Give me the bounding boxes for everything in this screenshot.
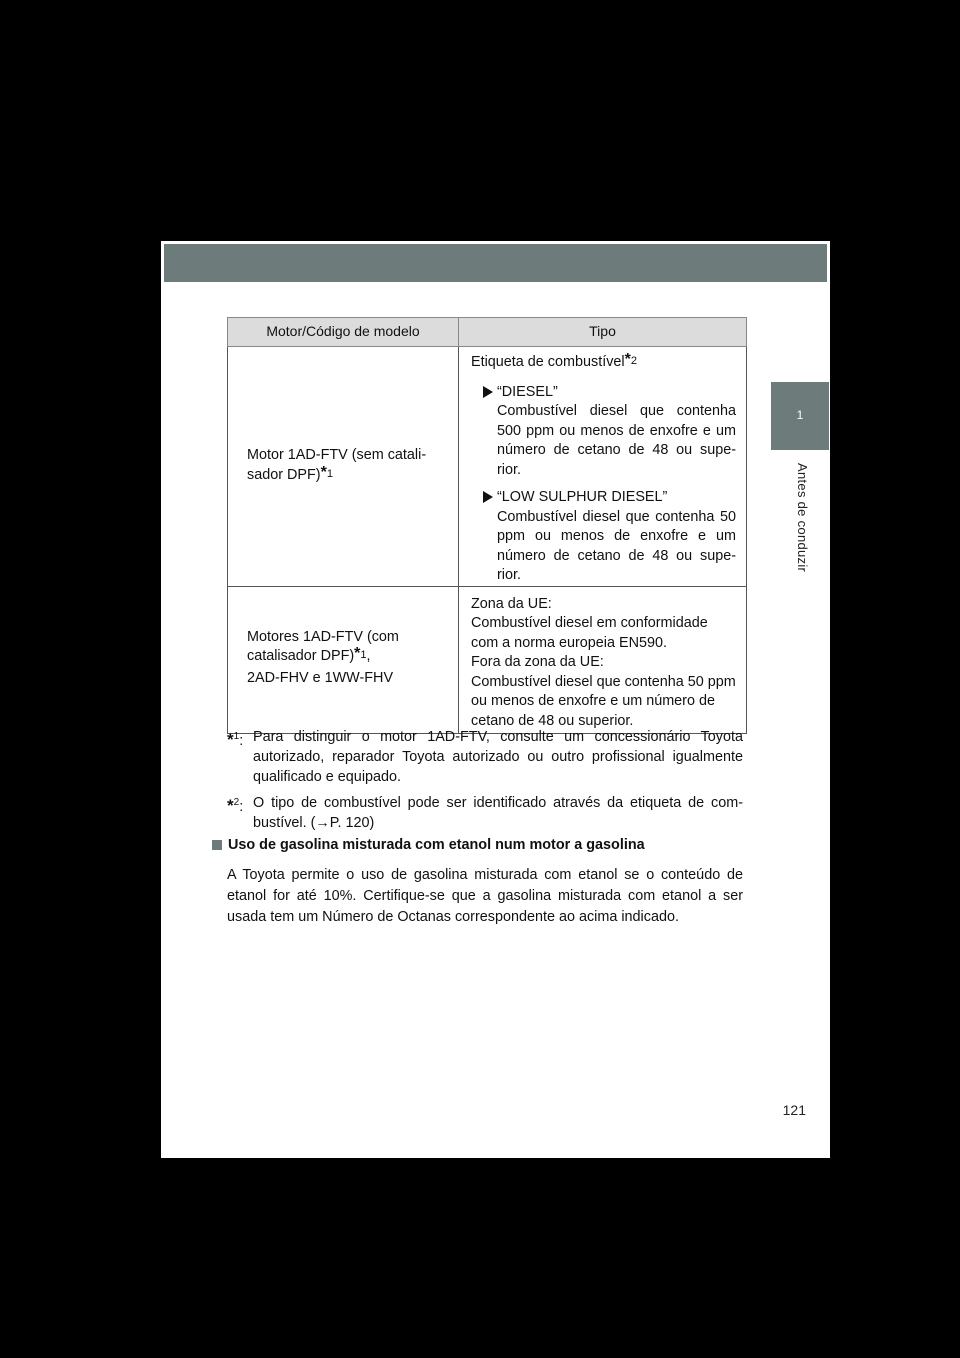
tipo-cell	[459, 347, 747, 587]
chapter-label: Antes de conduzir	[795, 463, 810, 573]
chapter-number: 1	[796, 408, 804, 422]
section-title-text: Uso de gasolina misturada com etanol num motor a gasolina	[228, 837, 645, 853]
fuel-spec-table	[227, 317, 747, 734]
tipo-line: Combustível diesel que contenha 50 ppm ou menos de enxofre e um número de cetano de 48 ou superior.	[471, 673, 736, 729]
footnote	[227, 793, 743, 833]
manual-page	[161, 241, 830, 1158]
tipo-line: Combustível diesel em conformidade com a norma europeia EN590.	[471, 615, 708, 651]
tipo-line: Zona da UE:	[471, 595, 552, 612]
footnote-marker: *$^1$:	[227, 729, 244, 749]
triangle-bullet-icon	[483, 491, 493, 503]
page-number: 121	[782, 1102, 806, 1118]
footnote-marker: *1	[354, 645, 367, 662]
option-item	[471, 383, 736, 481]
footnote-text: Para distinguir o motor 1AD-FTV, consulte um concessionário Toyota autorizado, reparador Toyota autorizado ou outro profissional igualmente qualificado e equipado.	[253, 729, 743, 785]
tipo-cell	[459, 586, 747, 733]
option-name: “DIESEL”	[497, 383, 558, 400]
label-heading: Etiqueta de combustível	[471, 354, 625, 370]
motor-text: Motores 1AD-FTV (com catalisador DPF)	[247, 628, 399, 664]
square-bullet-icon	[212, 840, 222, 850]
motor-text: Motor 1AD-FTV (sem catali-sador DPF)	[247, 447, 427, 483]
footnotes	[227, 727, 743, 839]
table-row	[228, 347, 747, 587]
option-name: “LOW SULPHUR DIESEL”	[497, 489, 668, 505]
section-paragraph: A Toyota permite o uso de gasolina misturada com etanol se o conteúdo de etanol for até 10%. Certifique-se que a gasolina misturada com etanol a ser usada tem um Número de Octanas correspondente ao acima indicado.	[227, 867, 743, 925]
footnote-marker: *$^2$:	[227, 795, 244, 815]
tipo-line: Fora da zona da UE:	[471, 654, 604, 670]
footnote-marker: *1	[320, 463, 333, 481]
section-title	[212, 837, 645, 853]
column-header-motor: Motor/Código de modelo	[228, 318, 459, 347]
footnote-text: O tipo de combustível pode ser identificado através da etiqueta de com-bustível. (→P. 120)	[253, 795, 743, 831]
footnote	[227, 727, 743, 787]
chapter-tab	[771, 382, 829, 450]
motor-cell: Motores 1AD-FTV (com catalisador DPF)$^{*1}$, 2AD-FHV e 1WW-FHV	[228, 586, 459, 733]
option-item	[471, 488, 736, 586]
option-description: Combustível diesel que contenha 500 ppm ou menos de enxofre e um número de cetano de 48 ou supe-rior.	[497, 403, 736, 478]
motor-text-line2: 2AD-FHV e 1WW-FHV	[247, 669, 394, 686]
header-bar	[164, 244, 827, 282]
triangle-bullet-icon	[483, 386, 493, 398]
table-row	[228, 586, 747, 733]
motor-cell	[228, 347, 459, 587]
column-header-tipo: Tipo	[459, 318, 747, 347]
option-description: Combustível diesel que contenha 50 ppm ou menos de enxofre e um número de cetano de 48 ou supe-rior.	[497, 508, 736, 583]
footnote-marker: *2	[624, 351, 637, 368]
